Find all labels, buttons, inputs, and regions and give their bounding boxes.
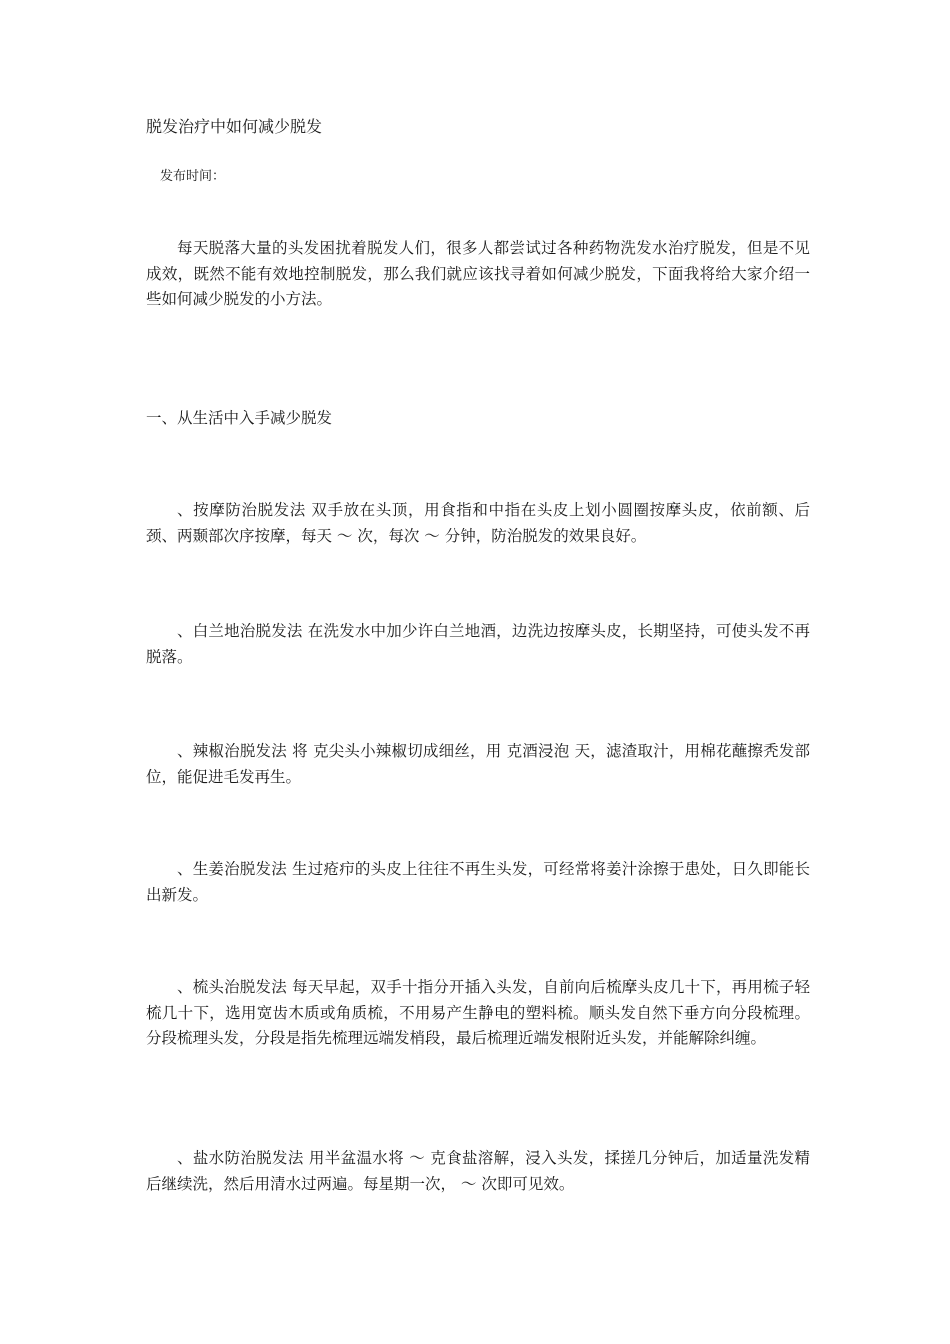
method-chili-paragraph: 、辣椒治脱发法 将 克尖头小辣椒切成细丝，用 克酒浸泡 天，滤渣取汁，用棉花蘸擦秃发部位，能促进毛发再生。	[146, 742, 810, 786]
document-title: 脱发治疗中如何减少脱发	[146, 117, 323, 136]
method-brandy-paragraph: 、白兰地治脱发法 在洗发水中加少许白兰地酒，边洗边按摩头皮，长期坚持，可使头发不再脱落。	[146, 622, 810, 666]
method-combing-paragraph: 、梳头治脱发法 每天早起，双手十指分开插入头发，自前向后梳摩头皮几十下，再用梳子轻梳几十下，选用宽齿木质或角质梳，不用易产生静电的塑料梳。顺头发自然下垂方向分段梳理。分段梳理头发，分段是指先梳理远端发梢段，最后梳理近端发根附近头发，并能解除纠缠。	[146, 978, 810, 1047]
method-saltwater-paragraph: 、盐水防治脱发法 用半盆温水将 ～ 克食盐溶解，浸入头发，揉搓几分钟后，加适量洗发精后继续洗，然后用清水过两遍。每星期一次， ～ 次即可见效。	[146, 1149, 810, 1193]
section-heading: 一、从生活中入手减少脱发	[146, 409, 333, 427]
method-ginger-paragraph: 、生姜治脱发法 生过疮疖的头皮上往往不再生头发，可经常将姜汁涂擦于患处，日久即能长出新发。	[146, 860, 810, 904]
intro-paragraph: 每天脱落大量的头发困扰着脱发人们，很多人都尝试过各种药物洗发水治疗脱发，但是不见成效，既然不能有效地控制脱发，那么我们就应该找寻着如何减少脱发，下面我将给大家介绍一些如何减少脱发的小方法。	[146, 239, 810, 308]
method-massage-paragraph: 、按摩防治脱发法 双手放在头顶，用食指和中指在头皮上划小圆圈按摩头皮，依前额、后颈、两颞部次序按摩，每天 ～ 次，每次 ～ 分钟，防治脱发的效果良好。	[146, 501, 810, 545]
publish-time-label: 发布时间：	[160, 169, 226, 184]
